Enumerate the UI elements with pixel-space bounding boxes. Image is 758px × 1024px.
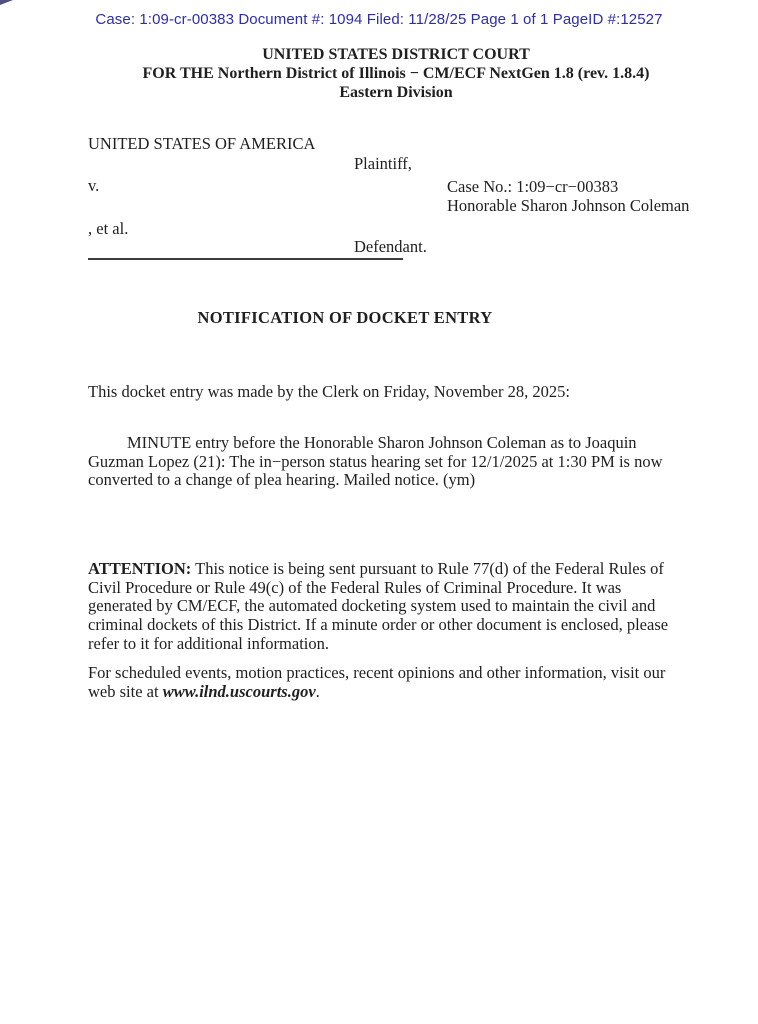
plaintiff-name: UNITED STATES OF AMERICA (88, 134, 316, 153)
attention-line: Civil Procedure or Rule 49(c) of the Federal Rules of Criminal Procedure. It was (88, 577, 622, 597)
attention-line: refer to it for additional information. (88, 633, 330, 653)
website-notice-prefix: web site at (88, 681, 163, 701)
attention-notice (88, 560, 718, 654)
court-name: UNITED STATES DISTRICT COURT (262, 46, 530, 63)
minute-entry-line: MINUTE entry before the Honorable Sharon Johnson Coleman as to Joaquin (127, 433, 637, 452)
court-division: Eastern Division (339, 84, 453, 101)
website-notice-line (88, 683, 718, 702)
attention-line1-text: This notice is being sent pursuant to Rule 77(d) of the Federal Rules of (191, 559, 664, 578)
clerk-entry-line: This docket entry was made by the Clerk on Friday, November 28, 2025: (88, 382, 570, 401)
defendant-name: , et al. (88, 219, 129, 238)
attention-line (88, 560, 718, 579)
website-notice-suffix: . (315, 681, 320, 701)
versus: v. (88, 176, 100, 195)
plaintiff-designation: Plaintiff, (354, 154, 412, 173)
court-district-line: FOR THE Northern District of Illinois − CM/ECF NextGen 1.8 (rev. 1.8.4) (142, 65, 650, 82)
presiding-judge: Honorable Sharon Johnson Coleman (447, 196, 690, 215)
scan-artifact-corner (0, 0, 13, 5)
case-number: Case No.: 1:09−cr−00383 (447, 177, 619, 196)
minute-entry-line: Guzman Lopez (21): The in−person status hearing set for 12/1/2025 at 1:30 PM is now (88, 451, 663, 471)
court-header (34, 45, 758, 102)
website-notice (88, 664, 718, 701)
attention-label: ATTENTION: (88, 559, 192, 578)
defendant-designation: Defendant. (354, 237, 427, 256)
document-title: NOTIFICATION OF DOCKET ENTRY (197, 308, 493, 327)
website-notice-line: For scheduled events, motion practices, recent opinions and other information, visit our (88, 663, 666, 682)
attention-line: generated by CM/ECF, the automated docketing system used to maintain the civil and (88, 596, 656, 616)
minute-entry-line: converted to a change of plea hearing. Mailed notice. (ym) (88, 470, 476, 490)
minute-entry (88, 434, 718, 490)
court-website-url: www.ilnd.uscourts.gov (162, 681, 316, 701)
attention-line: criminal dockets of this District. If a minute order or other document is enclosed, please (88, 615, 669, 635)
caption-divider-line (88, 258, 403, 260)
case-stamp: Case: 1:09-cr-00383 Document #: 1094 Filed: 11/28/25 Page 1 of 1 PageID #:12527 (95, 11, 663, 28)
